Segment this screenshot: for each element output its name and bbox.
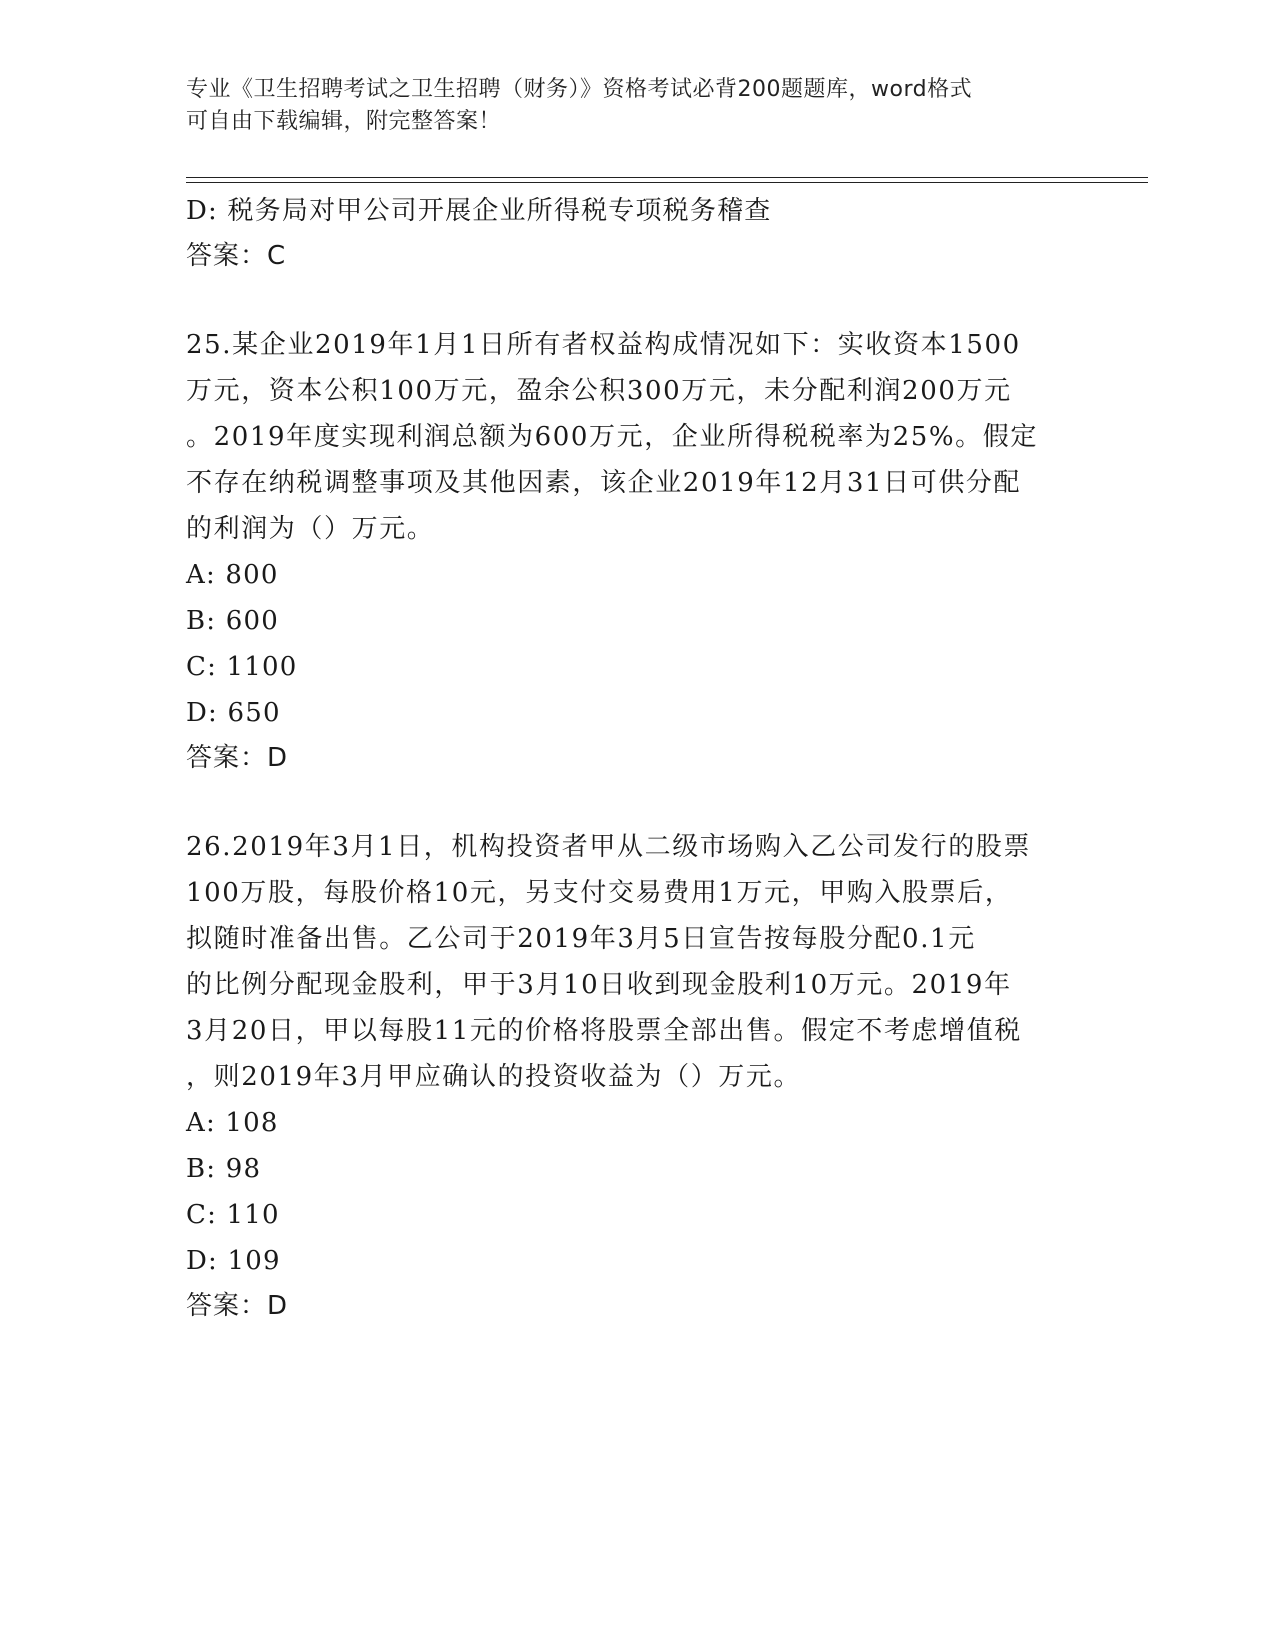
option-d: D: 650 xyxy=(186,698,281,728)
page-header xyxy=(186,74,1086,138)
page-content xyxy=(186,188,1086,1328)
question-text-line: 不存在纳税调整事项及其他因素，该企业2019年12月31日可供分配 xyxy=(186,468,1022,498)
option-b: B: 98 xyxy=(186,1154,262,1184)
header-line-2: 可自由下载编辑，附完整答案！ xyxy=(186,109,502,134)
question-text-line: ，则2019年3月甲应确认的投资收益为（）万元。 xyxy=(186,1062,802,1092)
option-d: D: 109 xyxy=(186,1246,281,1276)
option-a: A: 108 xyxy=(186,1108,279,1138)
question-text-line: 的比例分配现金股利，甲于3月10日收到现金股利10万元。2019年 xyxy=(186,970,1012,1000)
question-text-line: 3月20日，甲以每股11元的价格将股票全部出售。假定不考虑增值税 xyxy=(186,1016,1022,1046)
option-a: A: 800 xyxy=(186,560,279,590)
header-line-1: 专业《卫生招聘考试之卫生招聘（财务）》资格考试必背200题题库，word格式 xyxy=(186,77,973,102)
answer-line: 答案：C xyxy=(186,241,287,271)
previous-question-tail xyxy=(186,188,1086,278)
question-26 xyxy=(186,824,1086,1328)
question-text-line: 万元，资本公积100万元，盈余公积300万元，未分配利润200万元 xyxy=(186,376,1012,406)
question-text-line: 。2019年度实现利润总额为600万元，企业所得税税率为25%。假定 xyxy=(186,422,1038,452)
question-25 xyxy=(186,322,1086,780)
option-b: B: 600 xyxy=(186,606,279,636)
answer-line: 答案：D xyxy=(186,1291,289,1321)
option-c: C: 110 xyxy=(186,1200,280,1230)
option-c: C: 1100 xyxy=(186,652,298,682)
question-text-line: 100万股，每股价格10元，另支付交易费用1万元，甲购入股票后， xyxy=(186,878,1013,908)
answer-line: 答案：D xyxy=(186,743,289,773)
option-d: D: 税务局对甲公司开展企业所得税专项税务稽查 xyxy=(186,196,772,226)
question-text-line: 拟随时准备出售。乙公司于2019年3月5日宣告按每股分配0.1元 xyxy=(186,924,976,954)
header-divider-top xyxy=(186,177,1148,178)
question-text-line: 的利润为（）万元。 xyxy=(186,514,435,544)
question-text-line: 26.2019年3月1日，机构投资者甲从二级市场购入乙公司发行的股票 xyxy=(186,832,1032,862)
question-text-line: 25.某企业2019年1月1日所有者权益构成情况如下：实收资本1500 xyxy=(186,330,1021,360)
header-divider-bottom xyxy=(186,182,1148,183)
